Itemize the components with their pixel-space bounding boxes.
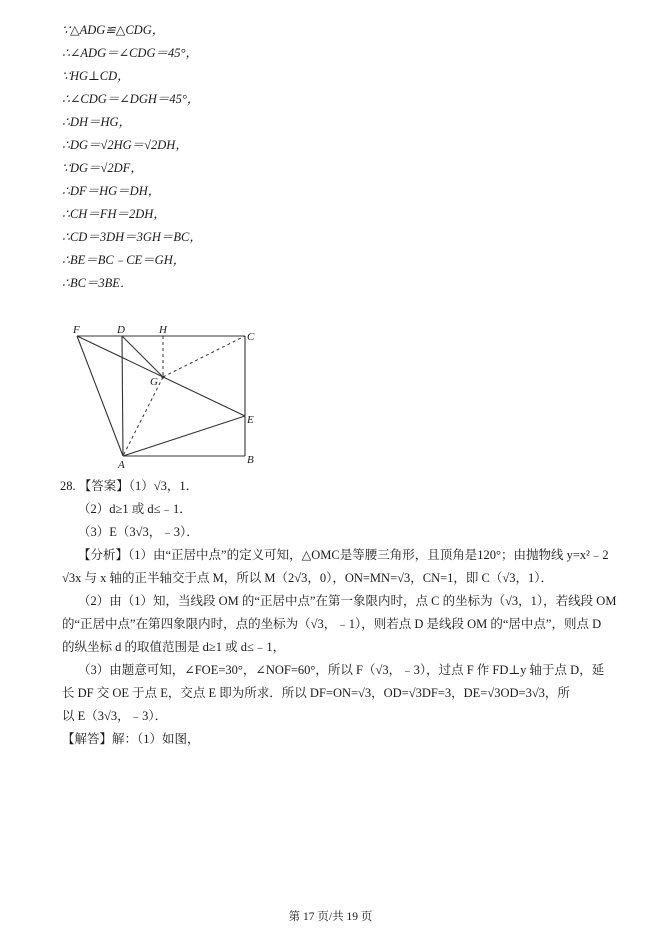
proof-line: ∴DF＝HG＝DH， <box>62 184 161 198</box>
proof-line: ∴BE＝BC﹣CE＝GH， <box>62 253 186 267</box>
answer-2: （2）d≥1 或 d≤﹣1． <box>78 502 192 516</box>
label-H: H <box>159 324 167 336</box>
proof-line: ∴DH＝HG， <box>62 115 132 129</box>
answer-tag: 【答案】 <box>78 479 129 493</box>
label-B: B <box>247 454 254 466</box>
answer-1: （1）√3，1． <box>128 479 199 493</box>
proof-line: ∴BC＝3BE． <box>62 276 133 290</box>
label-A: A <box>118 459 125 471</box>
answer-3: （3）E（3√3，﹣3）． <box>78 525 199 539</box>
proof-line: ∴DG＝√2HG＝√2DH， <box>62 138 188 152</box>
solution-line: 【解答】解：（1）如图， <box>62 732 200 746</box>
analysis-line: （3）由题意可知，∠FOE=30°，∠NOF=60°，所以 F（√3，﹣3），过点 F 作 FD⊥y 轴于点 D，延 <box>78 663 605 677</box>
label-G: G <box>150 376 158 388</box>
analysis-line: √3x 与 x 轴的正半轴交于点 M，所以 M（2√3，0），ON=MN=√3，CN=1，即 C（√3，1）． <box>62 571 553 585</box>
analysis-line: （2）由（1）知，当线段 OM 的“正居中点”在第一象限内时，点 C 的坐标为（√3，1），若线段 OM <box>78 594 617 608</box>
proof-line: ∴∠CDG＝∠DGH＝45°， <box>62 92 200 106</box>
label-E: E <box>247 414 254 426</box>
label-D: D <box>117 324 125 336</box>
page-footer: 第 17 页/共 19 页 <box>288 911 373 923</box>
proof-line: ∴∠ADG＝∠CDG＝45°， <box>62 46 198 60</box>
proof-line: ∵HG⊥CD， <box>62 69 130 83</box>
proof-line: ∵DG＝√2DF， <box>62 161 143 175</box>
proof-line: ∴CH＝FH＝2DH， <box>62 207 166 221</box>
analysis-line: 【分析】（1）由“正居中点”的定义可知，△OMC是等腰三角形，且顶角是120°；由抛物线 y=x²﹣2 <box>78 548 609 562</box>
analysis-line: 的纵坐标 d 的取值范围是 d≥1 或 d≤﹣1， <box>62 640 286 654</box>
question-number: 28. <box>60 479 76 493</box>
analysis-line: 长 DF 交 OE 于点 E，交点 E 即为所求．所以 DF=ON=√3，OD=√3DF=3，DE=√3OD=3√3，所 <box>62 686 570 700</box>
analysis-line: 以 E（3√3，﹣3）． <box>62 709 168 723</box>
label-F: F <box>73 324 80 336</box>
proof-line: ∴CD＝3DH＝3GH＝BC， <box>62 230 202 244</box>
analysis-line: 的“正居中点”在第四象限内时，点的坐标为（√3，﹣1），则若点 D 是线段 OM 的“居中点”，则点 D <box>62 617 602 631</box>
proof-line: ∵△ADG≌△CDG， <box>62 23 165 37</box>
label-C: C <box>247 331 255 343</box>
